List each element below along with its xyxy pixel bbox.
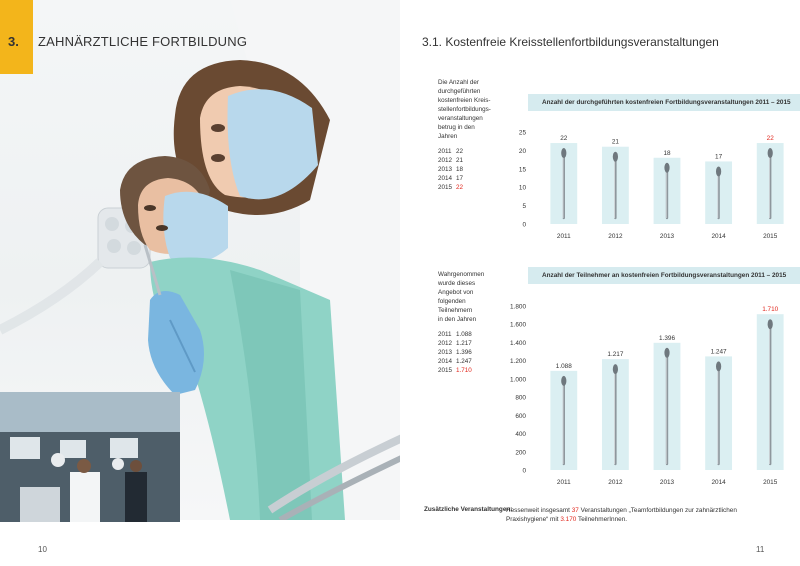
x-tick-label: 2011 [556, 479, 571, 486]
y-tick-label: 200 [515, 449, 526, 457]
year-cell: 2015 [438, 367, 453, 374]
x-tick-label: 2011 [556, 233, 571, 240]
dental-lamp [0, 208, 150, 330]
additional-events-label: Zusätzliche Veranstaltungen: [424, 506, 513, 513]
bar-value-label: 21 [611, 138, 619, 146]
bar-value-label: 1.217 [607, 351, 624, 359]
table-row [438, 147, 463, 156]
chart1-title: Anzahl der durchgeführten kostenfreien Fortbildungsveranstaltungen 2011 – 2015 [528, 94, 800, 111]
right-page [400, 0, 800, 566]
text-line: in den Jahren [438, 316, 477, 323]
chapter-title: ZAHNÄRZTLICHE FORTBILDUNG [38, 34, 248, 49]
bar-value-label: 22 [560, 135, 568, 143]
table-row [438, 366, 472, 375]
bar-value-label: 1.396 [659, 334, 675, 342]
text-line: folgenden [438, 298, 466, 305]
y-tick-label: 15 [518, 166, 526, 174]
events-year-table [438, 147, 463, 192]
y-tick-label: 600 [515, 412, 526, 420]
value-cell: 17 [456, 175, 464, 182]
page-number-left: 10 [38, 545, 47, 554]
participants-chart [504, 292, 800, 488]
y-tick-label: 0 [522, 221, 526, 229]
y-tick-label: 1.400 [510, 339, 526, 347]
text-line: Wahrgenommen [438, 271, 485, 278]
value-cell: 21 [456, 157, 464, 164]
table-row [438, 156, 463, 165]
participants-count: 3.170 [560, 516, 577, 523]
bar-value-label: 22 [766, 135, 774, 143]
table-row [438, 165, 463, 174]
table-row [438, 348, 472, 357]
year-cell: 2015 [438, 184, 453, 191]
text-line: Die Anzahl der [438, 79, 479, 86]
x-tick-label: 2012 [608, 233, 623, 240]
section-title: 3.1. Kostenfreie Kreisstellenfortbildungsveranstaltungen [422, 35, 719, 49]
x-tick-label: 2015 [763, 233, 778, 240]
bar-value-label: 17 [715, 153, 723, 161]
y-tick-label: 10 [518, 184, 526, 192]
text-line: Teilnehmern [438, 307, 473, 314]
table-row [438, 330, 472, 339]
bar-value-label: 1.088 [555, 362, 572, 370]
page-number-right: 11 [756, 545, 765, 554]
text-line: veranstaltungen [438, 115, 483, 122]
y-tick-label: 20 [518, 147, 526, 155]
table-row [438, 339, 472, 348]
bar-value-label: 1.247 [710, 348, 727, 356]
y-tick-label: 25 [518, 129, 526, 137]
bar-value-label: 1.710 [762, 306, 779, 314]
value-cell: 1.247 [456, 358, 472, 365]
chapter-number: 3. [8, 34, 19, 49]
events-chart [504, 118, 800, 242]
bar-value-label: 18 [663, 149, 671, 157]
value-cell: 22 [456, 148, 464, 155]
y-tick-label: 800 [515, 394, 526, 402]
year-cell: 2013 [438, 349, 453, 356]
table-row [438, 183, 463, 192]
text-part: Veranstaltungen „Teamfortbildungen zur zahnärztlichen Praxishygiene“ mit [506, 507, 737, 523]
text-line: Angebot von [438, 289, 474, 296]
x-tick-label: 2015 [763, 479, 778, 486]
x-tick-label: 2012 [608, 479, 623, 486]
year-cell: 2013 [438, 166, 453, 173]
y-tick-label: 1.600 [510, 321, 526, 329]
text-part: Hessenweit insgesamt [506, 507, 572, 514]
text-line: wurde dieses [438, 280, 476, 287]
year-cell: 2012 [438, 340, 453, 347]
value-cell: 1.396 [456, 349, 472, 356]
x-tick-label: 2014 [711, 233, 726, 240]
table-row [438, 174, 463, 183]
x-tick-label: 2014 [711, 479, 726, 486]
value-cell-highlight: 22 [456, 184, 464, 191]
text-line: kostenfreien Kreis- [438, 97, 491, 104]
seminar-room-photo [0, 392, 180, 522]
x-tick-label: 2013 [659, 479, 675, 486]
y-tick-label: 1.800 [510, 303, 526, 311]
chart2-title: Anzahl der Teilnehmer an kostenfreien Fortbildungsveranstaltungen 2011 – 2015 [528, 267, 800, 284]
year-cell: 2012 [438, 157, 453, 164]
value-cell: 1.217 [456, 340, 472, 347]
y-tick-label: 5 [522, 203, 526, 211]
y-tick-label: 400 [515, 431, 526, 439]
year-cell: 2014 [438, 175, 453, 182]
text-line: Jahren [438, 133, 458, 140]
year-cell: 2011 [438, 148, 452, 155]
participants-year-table [438, 330, 472, 375]
additional-events-text [506, 506, 766, 524]
text-line: durchgeführten [438, 88, 481, 95]
year-cell: 2011 [438, 331, 452, 338]
y-tick-label: 1.000 [510, 376, 526, 384]
year-cell: 2014 [438, 358, 453, 365]
y-tick-label: 1.200 [510, 358, 526, 366]
x-tick-label: 2013 [659, 233, 675, 240]
y-tick-label: 0 [522, 467, 526, 475]
value-cell: 18 [456, 166, 464, 173]
value-cell-highlight: 1.710 [456, 367, 472, 374]
text-line: stellenfortbildungs- [438, 106, 491, 113]
value-cell: 1.088 [456, 331, 472, 338]
text-part: TeilnehmerInnen. [576, 516, 628, 523]
events-count: 37 [571, 507, 579, 514]
text-line: betrug in den [438, 124, 475, 131]
table-row [438, 357, 472, 366]
